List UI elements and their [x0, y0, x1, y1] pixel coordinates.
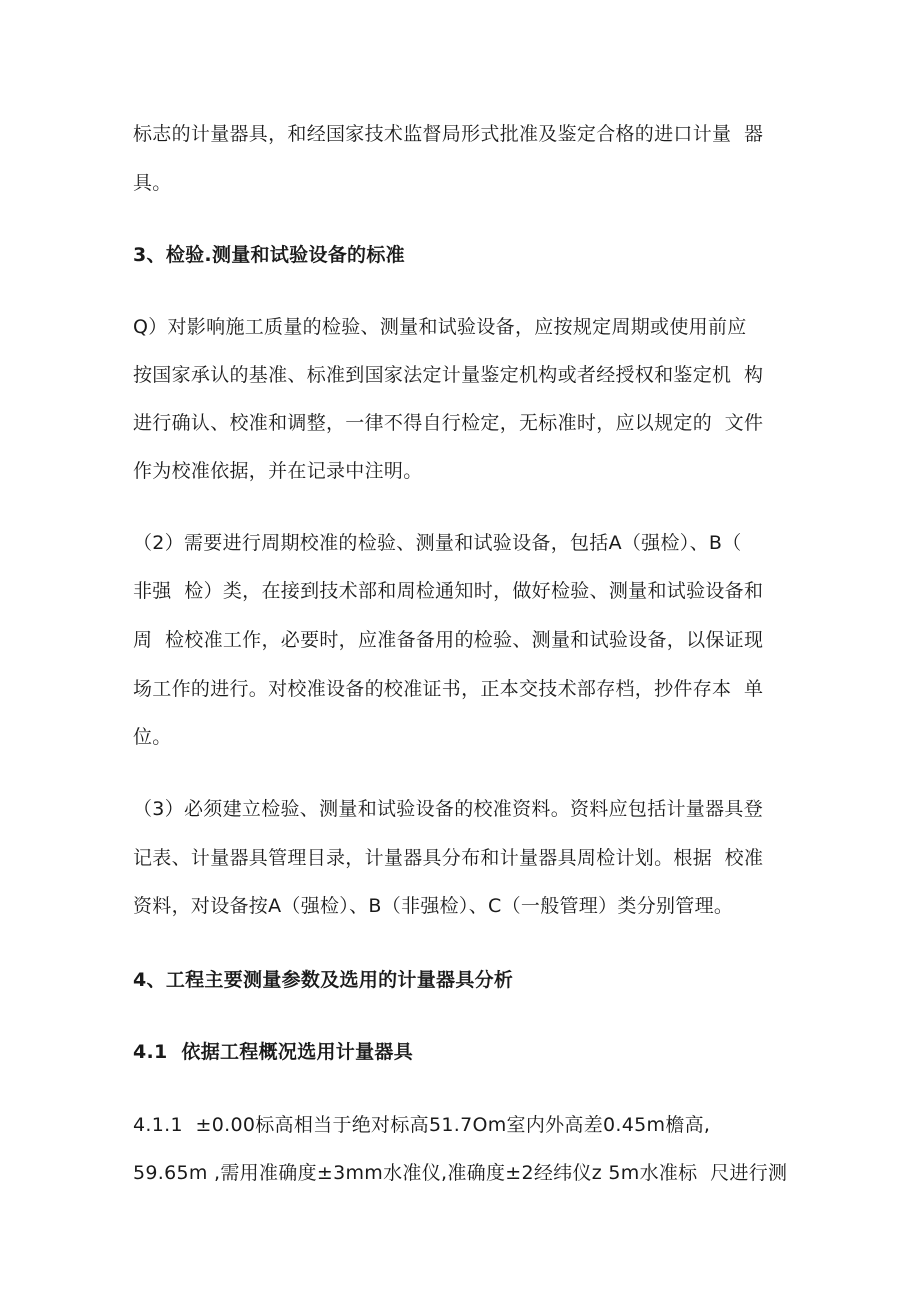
- paragraph-line: 具。: [133, 172, 172, 194]
- paragraph-line: 按国家承认的基准、标准到国家法定计量鉴定机构或者经授权和鉴定机 构: [133, 364, 764, 386]
- section-heading: 3、检验.测量和试验设备的标准: [133, 244, 405, 266]
- paragraph-line: 标志的计量器具，和经国家技术监督局形式批准及鉴定合格的进口计量 器: [133, 123, 764, 145]
- paragraph-line: 进行确认、校准和调整，一律不得自行检定，无标准时，应以规定的 文件: [133, 412, 764, 434]
- subsection-heading: 4.1 依据工程概况选用计量器具: [133, 1041, 413, 1063]
- paragraph-line: （3）必须建立检验、测量和试验设备的校准资料。资料应包括计量器具登: [133, 798, 763, 820]
- paragraph-line: 4.1.1 ±0.00标高相当于绝对标高51.7Om室内外高差0.45m檐高,: [133, 1114, 711, 1136]
- paragraph-line: 非强 检）类，在接到技术部和周检通知时，做好检验、测量和试验设备和: [133, 580, 764, 602]
- paragraph-line: 位。: [133, 726, 172, 748]
- paragraph-line: 记表、计量器具管理目录，计量器具分布和计量器具周检计划。根据 校准: [133, 847, 764, 869]
- paragraph-line: 周 检校准工作，必要时，应准备备用的检验、测量和试验设备，以保证现: [133, 629, 764, 651]
- paragraph-line: （2）需要进行周期校准的检验、测量和试验设备，包括A（强检）、B（: [133, 532, 742, 554]
- paragraph-line: 59.65m ,需用准确度±3mm水准仪,准确度±2经纬仪z 5m水准标 尺进行测: [133, 1162, 788, 1184]
- paragraph-line: 资料，对设备按A（强检）、B（非强检）、C（一般管理）类分别管理。: [133, 895, 734, 917]
- paragraph-line: 作为校准依据，并在记录中注明。: [133, 460, 423, 482]
- section-heading: 4、工程主要测量参数及选用的计量器具分析: [133, 969, 514, 991]
- paragraph-line: Q）对影响施工质量的检验、测量和试验设备，应按规定周期或使用前应: [133, 316, 747, 338]
- paragraph-line: 场工作的进行。对校准设备的校准证书，正本交技术部存档，抄件存本 单: [133, 678, 764, 700]
